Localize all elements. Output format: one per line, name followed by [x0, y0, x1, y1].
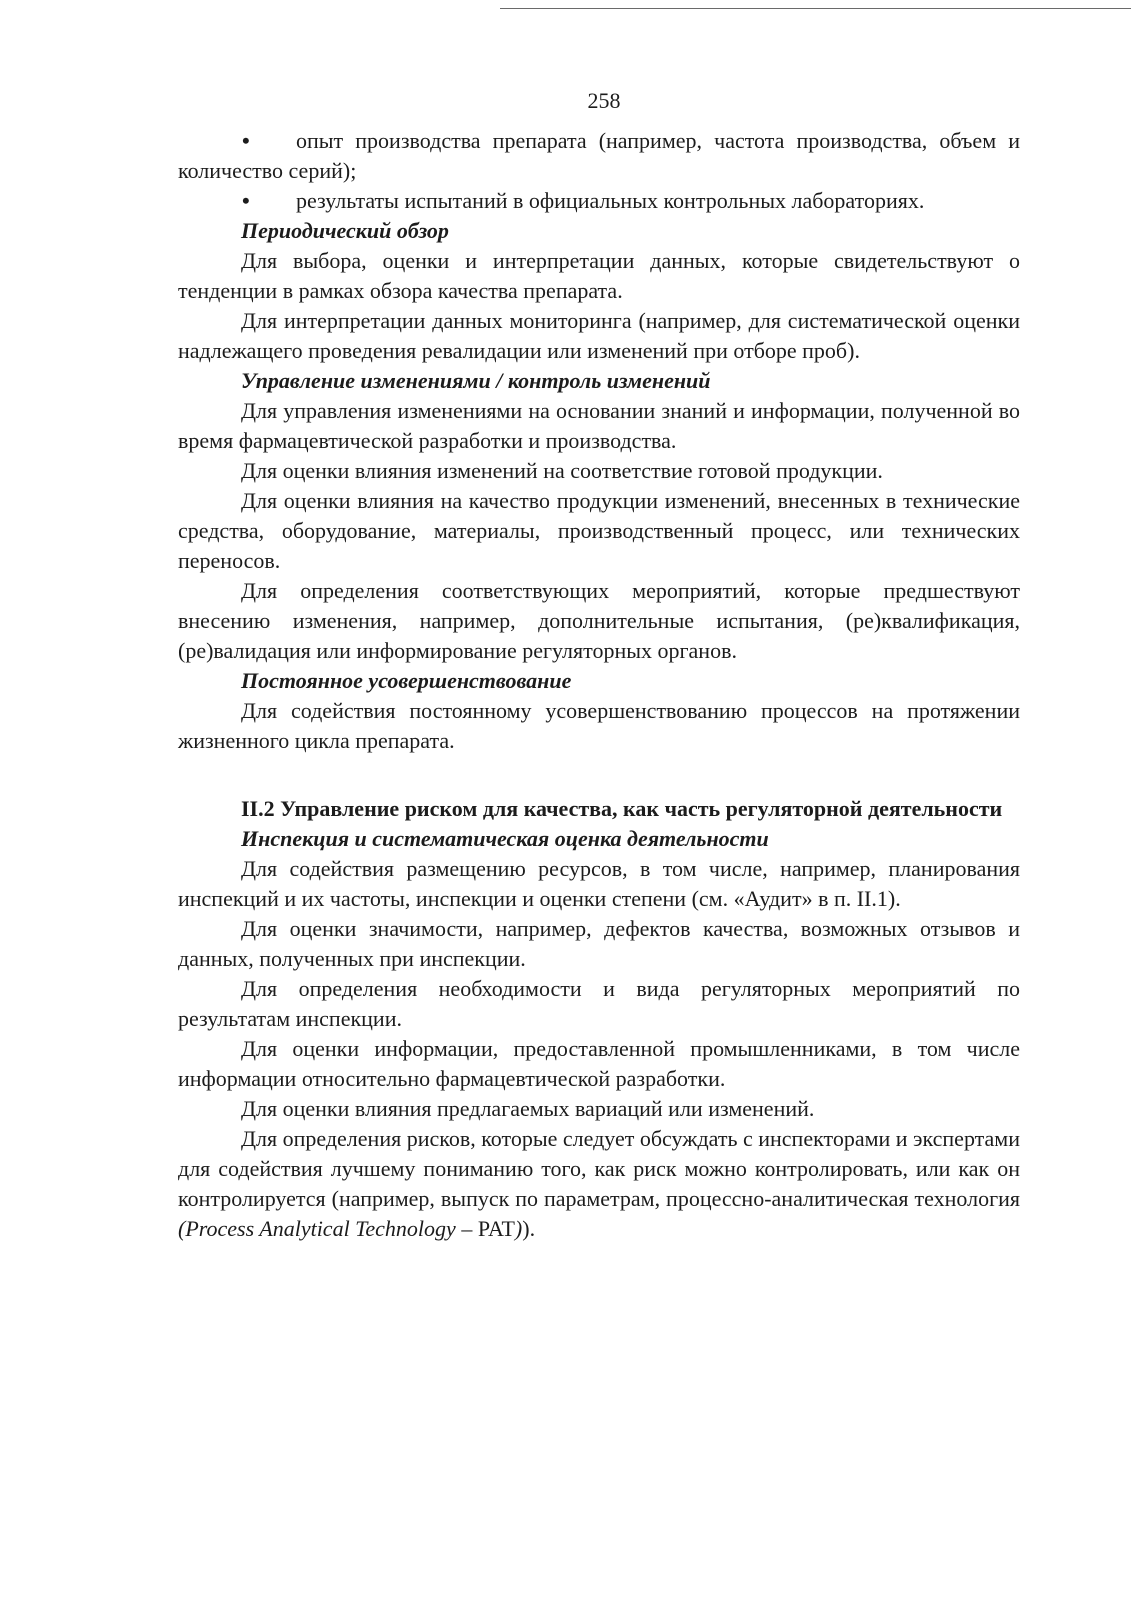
paragraph: Для оценки значимости, например, дефектов качества, возможных отзывов и данных, полученных при инспекции.: [178, 916, 1020, 971]
abbreviation: – PAT: [455, 1216, 515, 1241]
page-number: 258: [587, 88, 621, 113]
paragraph: Для управления изменениями на основании знаний и информации, полученной во время фармацевтической разработки и производства.: [178, 398, 1020, 453]
paragraph: Для определения необходимости и вида регуляторных мероприятий по результатам инспекции.: [178, 976, 1020, 1031]
section-title: II.2 Управление риском для качества, как часть регуляторной деятельности: [241, 796, 1003, 821]
paragraph: Для содействия постоянному усовершенствованию процессов на протяжении жизненного цикла препарата.: [178, 698, 1020, 753]
paragraph: Для определения соответствующих мероприятий, которые предшествуют внесению изменения, например, дополнительные испытания, (ре)квалификация, (ре)валидация или информирование регуляторных органов.: [178, 578, 1020, 663]
subheading-inspection: Инспекция и систематическая оценка деятельности: [241, 826, 769, 851]
paragraph: Для выбора, оценки и интерпретации данных, которые свидетельствуют о тенденции в рамках обзора качества препарата.: [178, 248, 1020, 303]
bullet-text: опыт производства препарата (например, частота производства, объем и количество серий);: [178, 128, 1020, 183]
subheading-periodic-review: Периодический обзор: [241, 218, 449, 243]
subheading-change-management: Управление изменениями / контроль изменений: [241, 368, 711, 393]
bullet-item-production-experience: [178, 126, 1020, 186]
italic-bracket: ): [514, 1216, 523, 1241]
paragraph-end: ).: [522, 1216, 536, 1241]
paragraph: Для интерпретации данных мониторинга (например, для систематической оценки надлежащего проведения ревалидации или изменений при отборе проб).: [178, 308, 1020, 363]
paragraph: Для оценки информации, предоставленной промышленниками, в том числе информации относительно фармацевтической разработки.: [178, 1036, 1020, 1091]
paragraph-last: [178, 1124, 1020, 1244]
scan-edge-line: [500, 8, 1131, 9]
paragraph-text: Для определения рисков, которые следует обсуждать с инспекторами и экспертами для содействия лучшему пониманию того, как риск можно контролировать, или как он контролируется (например, выпуск по параметрам, процессно-аналитическая технология: [178, 1126, 1020, 1211]
bullet-item-lab-results: [178, 186, 1020, 216]
bullet-icon: •: [242, 128, 250, 153]
paragraph: Для оценки влияния предлагаемых вариаций или изменений.: [241, 1096, 815, 1121]
italic-term: (Process Analytical Technology: [178, 1216, 456, 1241]
document-page: [178, 86, 1020, 1244]
paragraph: Для оценки влияния изменений на соответствие готовой продукции.: [241, 458, 883, 483]
bullet-icon: •: [242, 188, 250, 213]
paragraph: Для содействия размещению ресурсов, в том числе, например, планирования инспекций и их частоты, инспекции и оценки степени (см. «Аудит» в п. II.1).: [178, 856, 1020, 911]
subheading-continual-improvement: Постоянное усовершенствование: [241, 668, 572, 693]
paragraph: Для оценки влияния на качество продукции изменений, внесенных в технические средства, оборудование, материалы, производственный процесс, или технических переносов.: [178, 488, 1020, 573]
bullet-text: результаты испытаний в официальных контрольных лабораториях.: [296, 188, 925, 213]
